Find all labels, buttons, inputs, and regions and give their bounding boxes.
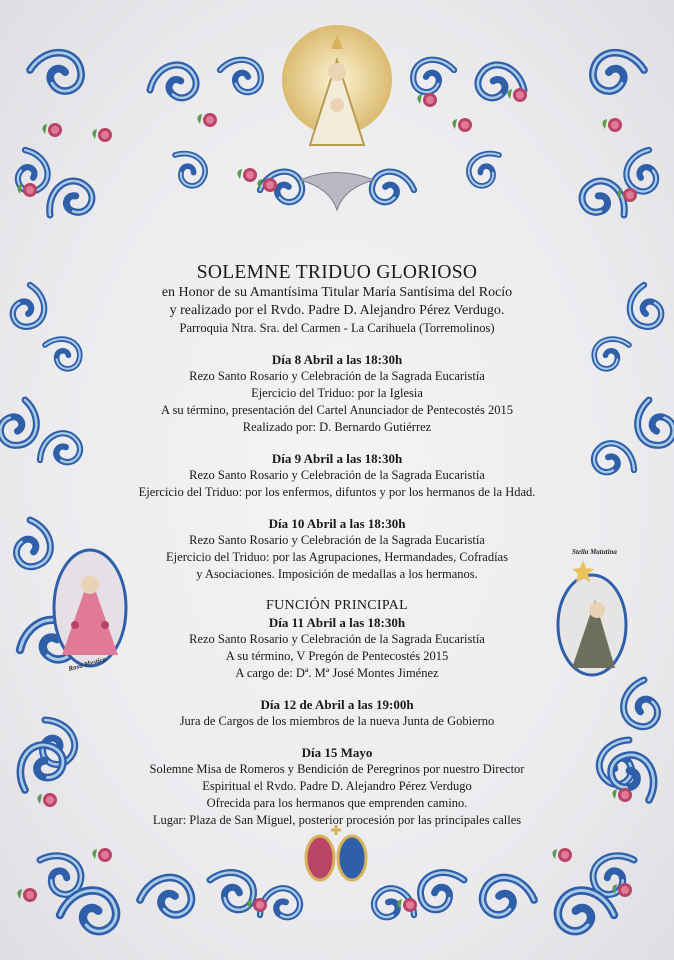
day-line: Rezo Santo Rosario y Celebración de la Sagrada Eucaristía	[189, 468, 485, 482]
day-line: Ejercicio del Triduo: por la Iglesia	[251, 386, 423, 400]
day-line: Rezo Santo Rosario y Celebración de la Sagrada Eucaristía	[189, 369, 485, 383]
rosa-mystica-label: Rosa Mystica	[67, 655, 108, 673]
day-10-block	[110, 515, 564, 583]
funcion-heading: FUNCIÓN PRINCIPAL	[266, 598, 408, 613]
day-title: Día 8 Abril a las 18:30h	[271, 352, 403, 367]
day-title: Día 11 Abril a las 18:30h	[268, 615, 406, 630]
day-title: Día 9 Abril a las 18:30h	[271, 451, 403, 466]
day-line: Solemne Misa de Romeros y Bendición de Peregrinos por nuestro Director	[149, 762, 525, 776]
bottom-border-scrolls	[137, 865, 537, 930]
day-9-block	[110, 450, 564, 501]
poster-content	[110, 262, 564, 829]
day-title: Día 12 de Abril a las 19:00h	[260, 697, 414, 712]
day-8-block	[110, 351, 564, 436]
subtitle-honor: en Honor de su Amantísima Titular María Santísima del Rocío	[161, 285, 513, 300]
day-line: Ofrecida para los hermanos que emprenden camino.	[206, 796, 468, 810]
day-12-block	[110, 696, 564, 730]
day-title: Día 10 Abril a las 18:30h	[268, 516, 406, 531]
virgin-image	[282, 25, 392, 145]
day-line: A cargo de: Dª. Mª José Montes Jiménez	[235, 666, 439, 680]
page-title: SOLEMNE TRIDUO GLORIOSO	[196, 262, 478, 283]
subtitle-padre: y realizado por el Rvdo. Padre D. Alejandro Pérez Verdugo.	[169, 303, 505, 318]
right-border-scrolls	[555, 53, 674, 938]
stella-matutina-image	[558, 575, 626, 675]
day-15-block	[110, 744, 564, 829]
dove-icon	[300, 173, 374, 211]
day-line: Rezo Santo Rosario y Celebración de la Sagrada Eucaristía	[189, 533, 485, 547]
day-line: A su término, presentación del Cartel Anunciador de Pentecostés 2015	[161, 403, 513, 417]
day-line: Espiritual el Rvdo. Padre D. Alejandro Pérez Verdugo	[202, 779, 472, 793]
funcion-principal-block	[110, 597, 564, 682]
day-line: Realizado por: D. Bernardo Gutiérrez	[242, 420, 432, 434]
subtitle-parroquia: Parroquia Ntra. Sra. del Carmen - La Carihuela (Torremolinos)	[179, 321, 495, 335]
day-title: Día 15 Mayo	[301, 745, 373, 760]
coat-of-arms-icon	[306, 825, 366, 880]
day-line: Rezo Santo Rosario y Celebración de la Sagrada Eucaristía	[189, 632, 485, 646]
day-line: Lugar: Plaza de San Miguel, posterior procesión por las principales calles	[152, 813, 522, 827]
stella-matutina-label: Stella Matutina	[572, 548, 617, 556]
day-line: Ejercicio del Triduo: por los enfermos, difuntos y por los hermanos de la Hdad.	[138, 485, 536, 499]
day-line: y Asociaciones. Imposición de medallas a los hermanos.	[196, 567, 478, 581]
day-line: Jura de Cargos de los miembros de la nueva Junta de Gobierno	[179, 714, 495, 728]
day-line: A su término, V Pregón de Pentecostés 2015	[225, 649, 449, 663]
left-border-scrolls	[0, 53, 119, 938]
day-line: Ejercicio del Triduo: por las Agrupaciones, Hermandades, Cofradías	[166, 550, 508, 564]
